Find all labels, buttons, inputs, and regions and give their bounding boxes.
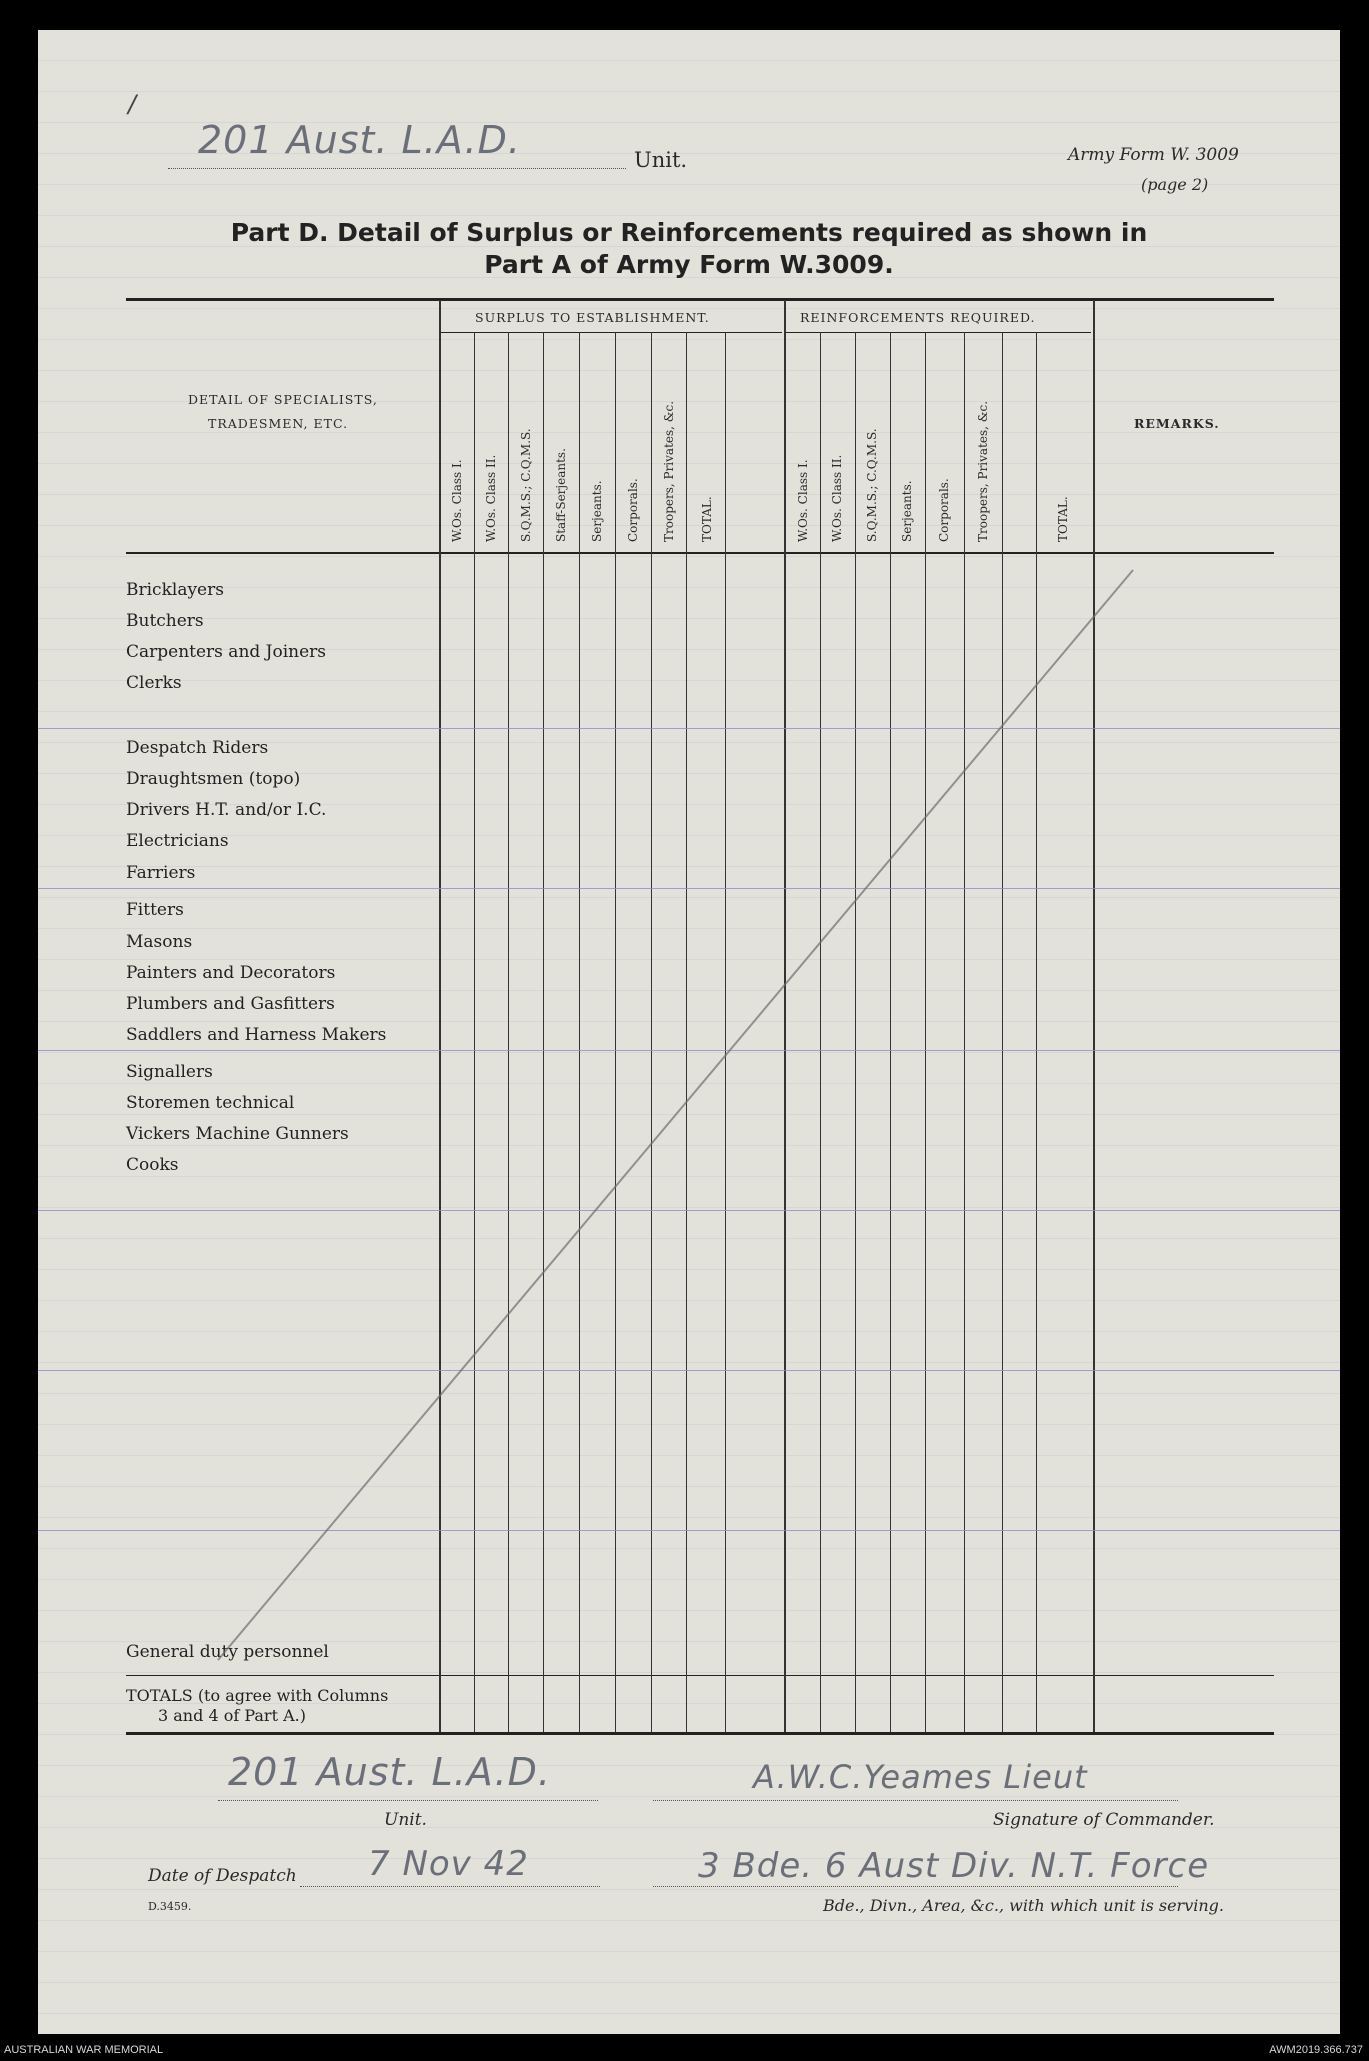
page-ref: (page 2) (1141, 175, 1209, 194)
row-label: Butchers (126, 611, 204, 631)
totals-label-2: 3 and 4 of Part A.) (158, 1706, 306, 1725)
reinforce-col-header: Serjeants. (900, 480, 914, 542)
remarks-header: REMARKS. (1134, 416, 1220, 431)
reinforce-col-header: W.Os. Class I. (796, 459, 810, 542)
row-label: Electricians (126, 831, 229, 851)
row-label: Plumbers and Gasfitters (126, 994, 335, 1014)
surplus-col-header: TOTAL. (700, 496, 714, 542)
despatch-dotline (300, 1886, 600, 1887)
row-label: Clerks (126, 673, 182, 693)
reinforce-col-header: W.Os. Class II. (830, 454, 844, 542)
table-top-rule (126, 298, 1274, 301)
row-label: Storemen technical (126, 1093, 295, 1113)
row-label: Draughtsmen (topo) (126, 769, 301, 789)
archive-id: AWM2019.366.737 (1269, 2044, 1363, 2056)
despatch-label: Date of Despatch (148, 1866, 297, 1886)
row-label: Bricklayers (126, 580, 224, 600)
signature-handwritten: A.W.C.Yeames Lieut (753, 1758, 1088, 1796)
totals-label-1: TOTALS (to agree with Columns (126, 1686, 389, 1705)
general-duty-label: General duty personnel (126, 1642, 329, 1662)
surplus-col-header: Serjeants. (590, 480, 604, 542)
surplus-col-header: S.Q.M.S.; C.Q.M.S. (519, 428, 533, 542)
formation-label: Bde., Divn., Area, &c., with which unit is serving. (823, 1896, 1224, 1915)
surplus-col-header: W.Os. Class II. (484, 454, 498, 542)
reinforce-col-header: Troopers, Privates, &c. (976, 400, 990, 542)
surplus-header: SURPLUS TO ESTABLISHMENT. (475, 310, 710, 325)
form-page (38, 30, 1340, 2034)
reinforce-col-header: TOTAL. (1056, 496, 1070, 542)
row-label: Saddlers and Harness Makers (126, 1025, 387, 1045)
tick-mark: / (128, 90, 138, 118)
unit-dotline (168, 168, 626, 169)
unit-handwritten: 201 Aust. L.A.D. (198, 118, 521, 162)
signature-dotline (653, 1800, 1178, 1801)
reinforce-underline (786, 332, 1091, 333)
reinforce-header: REINFORCEMENTS REQUIRED. (800, 310, 1036, 325)
row-label: Despatch Riders (126, 738, 269, 758)
reinforce-col-header: S.Q.M.S.; C.Q.M.S. (865, 428, 879, 542)
despatch-handwritten: 7 Nov 42 (368, 1844, 529, 1884)
diagonal-strike-line (188, 550, 1148, 1680)
form-name: Army Form W. 3009 (1068, 145, 1239, 165)
table-bottom-rule (126, 1732, 1274, 1735)
reinforce-col-header: Corporals. (937, 478, 951, 542)
unit-label: Unit. (634, 148, 688, 172)
archive-bar (0, 2040, 1369, 2061)
footer-unit-handwritten: 201 Aust. L.A.D. (228, 1750, 551, 1794)
signature-label: Signature of Commander. (993, 1810, 1215, 1830)
title-line-2: Part A of Army Form W.3009. (484, 250, 894, 279)
row-label: Carpenters and Joiners (126, 642, 327, 662)
surplus-col-header: Troopers, Privates, &c. (662, 400, 676, 542)
formation-dotline (653, 1886, 1178, 1887)
row-label: Drivers H.T. and/or I.C. (126, 800, 327, 820)
row-label: Signallers (126, 1062, 213, 1082)
formation-handwritten: 3 Bde. 6 Aust Div. N.T. Force (698, 1846, 1210, 1886)
title-line-1: Part D. Detail of Surplus or Reinforcements required as shown in (230, 218, 1148, 247)
row-label: Fitters (126, 900, 184, 920)
surplus-col-header: Corporals. (626, 478, 640, 542)
row-label: Painters and Decorators (126, 963, 336, 983)
surplus-col-header: Staff-Serjeants. (554, 448, 568, 542)
surplus-col-header: W.Os. Class I. (450, 459, 464, 542)
row-label: Masons (126, 932, 193, 952)
detail-header-2: TRADESMEN, ETC. (208, 416, 349, 431)
surplus-underline (440, 332, 782, 333)
detail-header-1: DETAIL OF SPECIALISTS, (188, 392, 378, 407)
row-label: Cooks (126, 1155, 179, 1175)
row-label: Farriers (126, 863, 196, 883)
archive-credit: AUSTRALIAN WAR MEMORIAL (4, 2044, 164, 2056)
footer-unit-dotline (218, 1800, 598, 1801)
footer-unit-label: Unit. (384, 1810, 427, 1830)
row-label: Vickers Machine Gunners (126, 1124, 349, 1144)
form-code: D.3459. (148, 1900, 192, 1913)
